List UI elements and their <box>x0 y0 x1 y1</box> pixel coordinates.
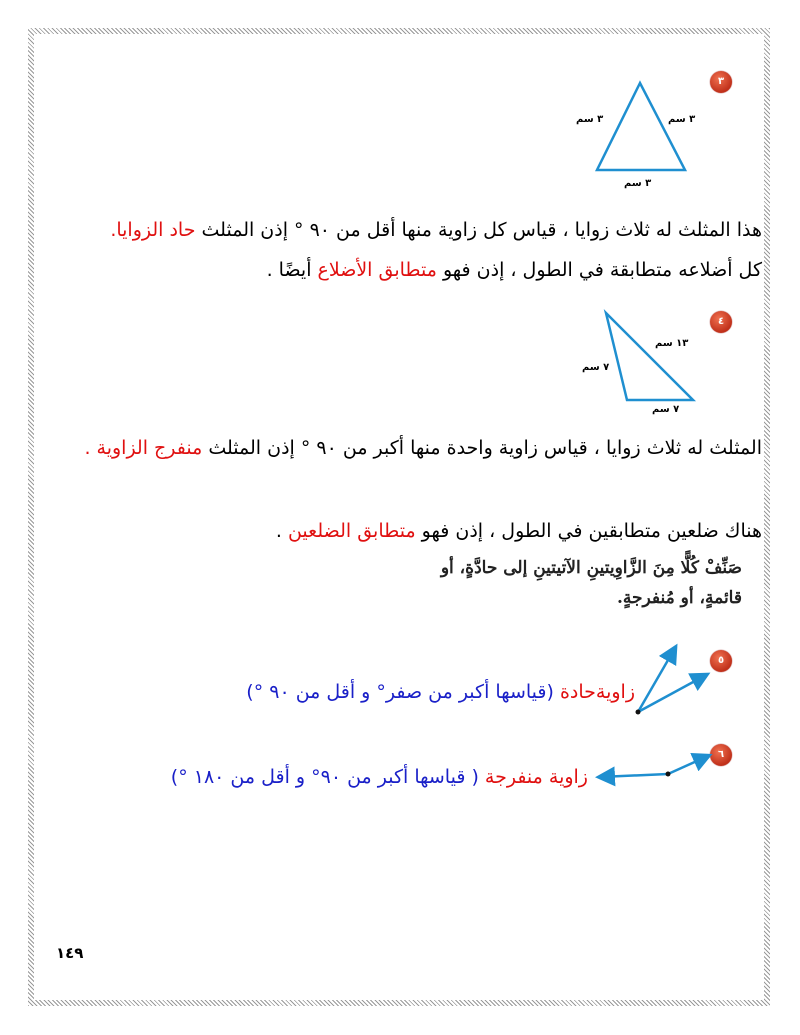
obtuse-angle-label: زاوية منفرجة <box>484 766 588 788</box>
exercise-line2: قائمةٍ، أو مُنفرجةٍ. <box>617 588 742 608</box>
p4-line1-text: المثلث له ثلاث زوايا ، قياس زاوية واحدة منها أكبر من ٩٠ ° إذن المثلث <box>202 437 762 459</box>
p3-line2-text: كل أضلاعه متطابقة في الطول ، إذن فهو <box>436 259 762 281</box>
problem-badge-5: ٥ <box>710 650 732 672</box>
p3-line2-tail: أيضًا . <box>266 259 318 281</box>
triangle-side-right-label: ٣ سم <box>668 114 696 125</box>
p3-line2-highlight: متطابق الأضلاع <box>317 259 437 281</box>
page-number: ١٤٩ <box>56 944 84 962</box>
p4-line1-highlight: منفرج الزاوية . <box>84 437 203 459</box>
problem-badge-4: ٤ <box>710 311 732 333</box>
triangle-side-left-label: ٣ سم <box>576 114 604 125</box>
obtuse-angle-description <box>171 764 588 790</box>
acute-angle-desc: (قياسها أكبر من صفر° و أقل من ٩٠ °) <box>246 681 560 703</box>
obtuse-angle-desc: ( قياسها أكبر من ٩٠° و أقل من ١٨٠ °) <box>170 766 485 788</box>
problem-badge-3: ٣ <box>710 71 732 93</box>
p4-line2-highlight: متطابق الضلعين <box>287 520 416 542</box>
p3-line1-highlight: حاد الزوايا. <box>110 219 196 241</box>
p4-line2-tail: . <box>275 520 288 542</box>
triangle-left-label: ٧ سم <box>582 362 610 373</box>
exercise-line1: صَنِّفْ كُلًّا مِنَ الزَّاوِيتينِ الآتيتينِ إلى حادَّةٍ، أو <box>440 558 742 578</box>
triangle-side-bottom-label: ٣ سم <box>624 178 652 189</box>
problem-badge-6: ٦ <box>710 744 732 766</box>
acute-angle-label: زاويةحادة <box>559 681 635 703</box>
p3-line1-text: هذا المثلث له ثلاث زوايا ، قياس كل زاوية منها أقل من ٩٠ ° إذن المثلث <box>195 219 762 241</box>
triangle-bottom-label: ٧ سم <box>652 404 680 415</box>
p4-line2-text: هناك ضلعين متطابقين في الطول ، إذن فهو <box>415 520 762 542</box>
triangle-hypotenuse-label: ١٣ سم <box>655 338 689 349</box>
